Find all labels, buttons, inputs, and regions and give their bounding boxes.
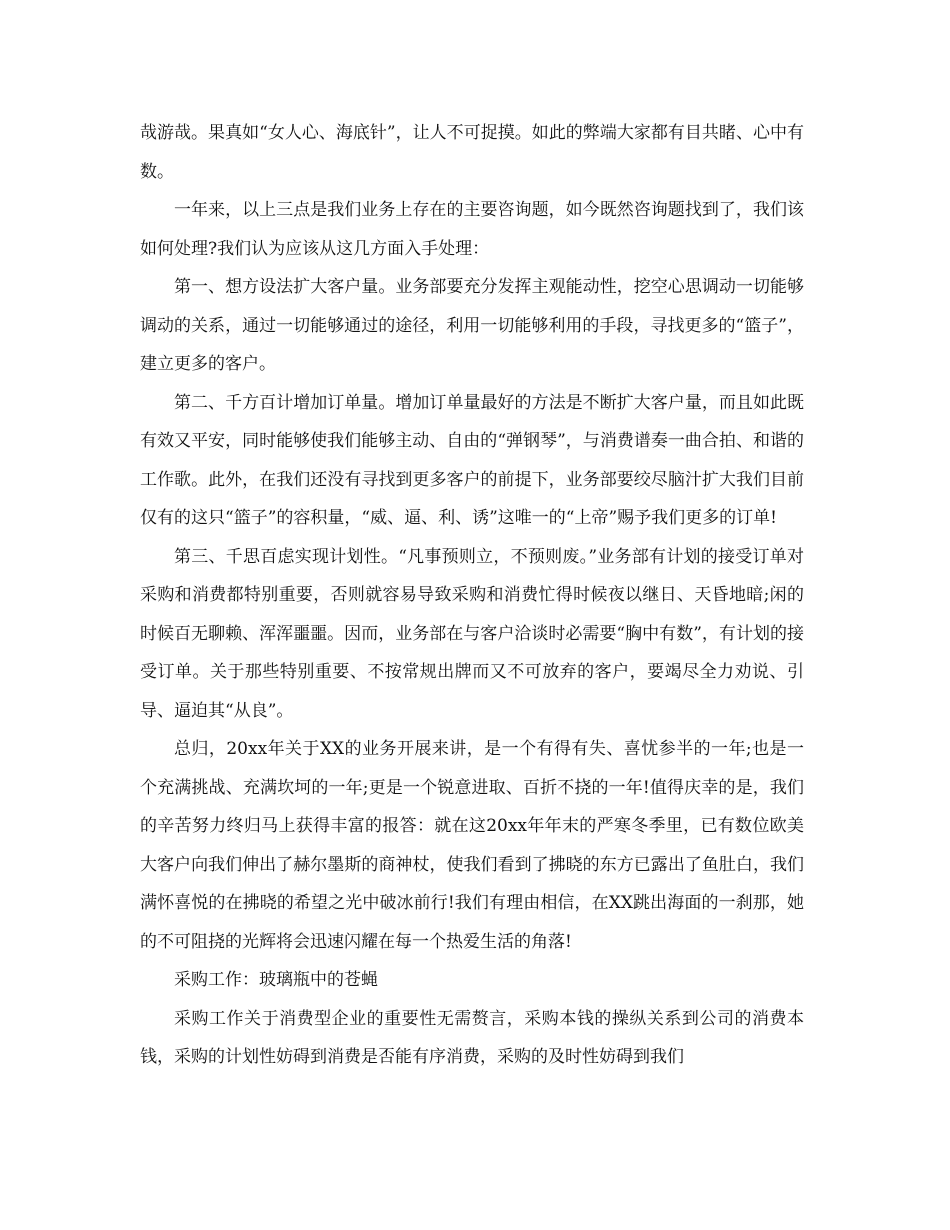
paragraph-point-two: 第二、千方百计增加订单量。增加订单量最好的方法是不断扩大客户量，而且如此既有效又平安，同时能够使我们能够主动、自由的“弹钢琴”，与消费谱奏一曲合拍、和谐的工作歌。此外，在我们还没有寻找到更多客户的前提下，业务部要绞尽脑汁扩大我们目前仅有的这只“篮子”的容积量，“威、逼、利、诱”这唯一的“上帝”赐予我们更多的订单! <box>140 392 804 528</box>
paragraph-conclusion: 总归，20xx年关于XX的业务开展来讲，是一个有得有失、喜忧参半的一年;也是一个充满挑战、充满坎坷的一年;更是一个锐意进取、百折不挠的一年!值得庆幸的是，我们的辛苦努力终归马上获得丰富的报答：就在这20xx年年末的严寒冬季里，已有数位欧美大客户向我们伸出了赫尔墨斯的商神杖，使我们看到了拂晓的东方已露出了鱼肚白，我们满怀喜悦的在拂晓的希望之光中破冰前行!我们有理由相信，在XX跳出海面的一刹那，她的不可阻挠的光辉将会迅速闪耀在每一个热爱生活的角落! <box>140 739 804 952</box>
paragraph-problems-summary: 一年来，以上三点是我们业务上存在的主要咨询题，如今既然咨询题找到了，我们该如何处理?我们认为应该从这几方面入手处理： <box>140 200 804 259</box>
paragraph-procurement-intro: 采购工作关于消费型企业的重要性无需赘言，采购本钱的操纵关系到公司的消费本钱，采购的计划性妨碍到消费是否能有序消费，采购的及时性妨碍到我们 <box>140 1008 804 1067</box>
paragraph-point-three: 第三、千思百虑实现计划性。“凡事预则立，不预则废。”业务部有计划的接受订单对采购和消费都特别重要，否则就容易导致采购和消费忙得时候夜以继日、天昏地暗;闲的时候百无聊赖、浑浑噩噩。因而，业务部在与客户洽谈时必需要“胸中有数”，有计划的接受订单。关于那些特别重要、不按常规出牌而又不可放弃的客户，要竭尽全力劝说、引导、逼迫其“从良”。 <box>140 546 804 721</box>
section-heading-procurement: 采购工作：玻璃瓶中的苍蝇 <box>174 970 378 990</box>
paragraph-continuation: 哉游哉。果真如“女人心、海底针”，让人不可捉摸。如此的弊端大家都有目共睹、心中有数。 <box>140 123 804 182</box>
paragraph-point-one: 第一、想方设法扩大客户量。业务部要充分发挥主观能动性，挖空心思调动一切能够调动的关系，通过一切能够通过的途径，利用一切能够利用的手段，寻找更多的“篮子”，建立更多的客户。 <box>140 277 804 374</box>
document-body <box>140 114 804 1077</box>
